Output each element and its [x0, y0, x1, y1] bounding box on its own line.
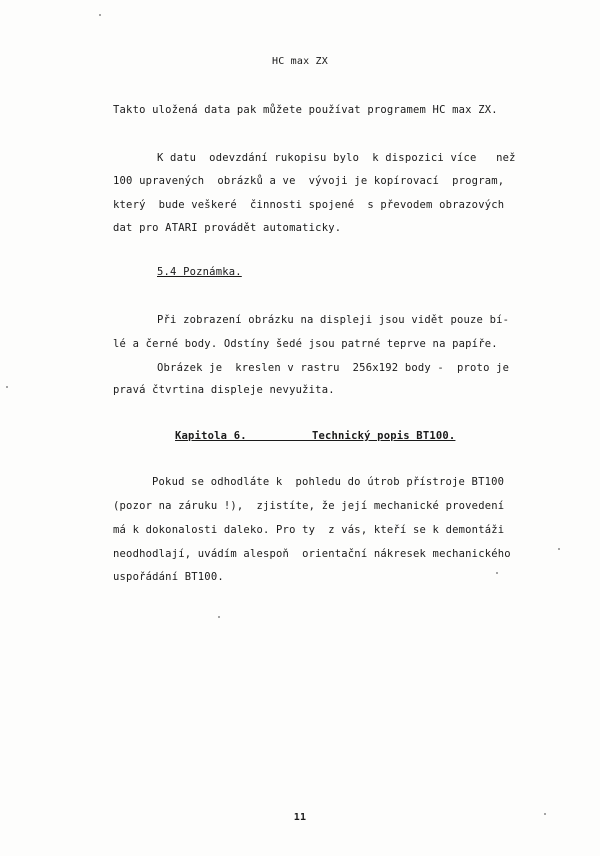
paragraph-line: Takto uložená data pak můžete používat programem HC max ZX. [113, 104, 498, 116]
scan-speck [558, 548, 560, 550]
chapter-heading: Kapitola 6. Technický popis BT100. [175, 430, 456, 442]
page-number: 11 [293, 812, 307, 823]
paragraph-line: 100 upravených obrázků a ve vývoji je kopírovací program, [113, 175, 505, 187]
paragraph-line: K datu odevzdání rukopisu bylo k dispozici více než [157, 152, 516, 164]
paragraph-line: má k dokonalosti daleko. Pro ty z vás, kteří se k demontáži [113, 524, 505, 536]
paragraph-line: (pozor na záruku !), zjistíte, že její mechanické provedení [113, 500, 505, 512]
running-header: HC max ZX [272, 56, 328, 67]
paragraph-line: neodhodlají, uvádím alespoň orientační nákresek mechanického [113, 548, 511, 560]
scan-speck [218, 616, 220, 618]
paragraph-line: pravá čtvrtina displeje nevyužita. [113, 384, 335, 396]
paragraph-line: Pokud se odhodláte k pohledu do útrob přístroje BT100 [152, 476, 505, 488]
paragraph-line: dat pro ATARI provádět automaticky. [113, 222, 342, 234]
paragraph-line: lé a černé body. Odstíny šedé jsou patrné teprve na papíře. [113, 338, 498, 350]
paragraph-line: uspořádání BT100. [113, 571, 224, 583]
paragraph-line: který bude veškeré činnosti spojené s převodem obrazových [113, 199, 505, 211]
paragraph-line: Obrázek je kreslen v rastru 256x192 body - proto je [157, 362, 510, 374]
paragraph-line: Při zobrazení obrázku na displeji jsou vidět pouze bí- [157, 314, 510, 326]
scan-speck [544, 813, 546, 815]
scan-speck [99, 14, 101, 16]
section-heading: 5.4 Poznámka. [157, 266, 242, 278]
scan-speck [6, 386, 8, 388]
scan-speck [496, 572, 498, 574]
